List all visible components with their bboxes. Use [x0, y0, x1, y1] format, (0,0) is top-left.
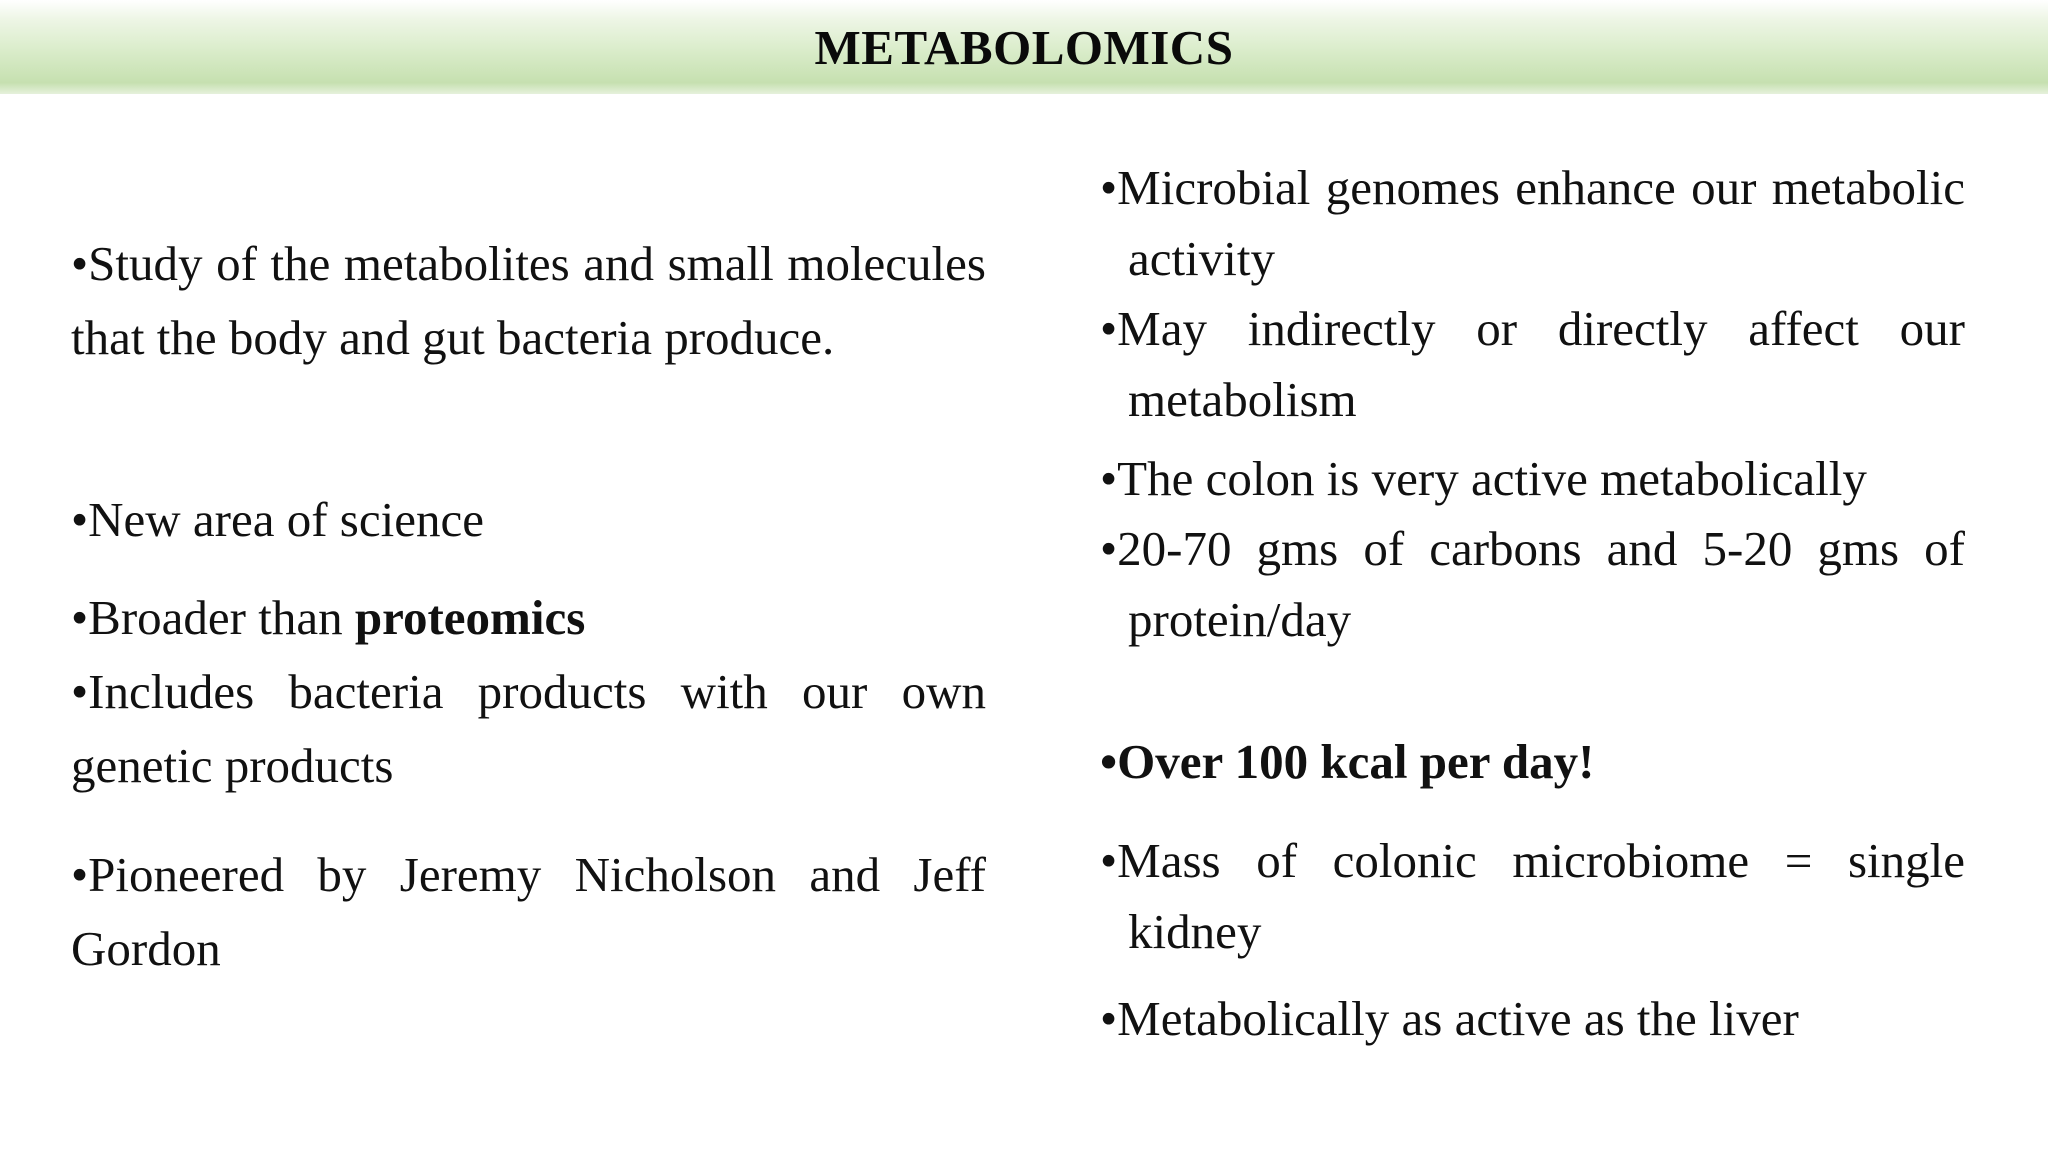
proteomics-term: proteomics	[354, 590, 586, 645]
right-bullet-kcal: •Over 100 kcal per day!	[1100, 734, 1595, 789]
right-bullet-mass: •Mass of colonic microbiome = single kidney	[1100, 833, 1965, 959]
left-bullet-study: •Study of the metabolites and small molecules that the body and gut bacteria produce.	[71, 236, 986, 365]
broader-prefix: •Broader than	[71, 590, 355, 645]
right-bullet-carbons: •20-70 gms of carbons and 5-20 gms of protein/day	[1100, 521, 1965, 647]
right-bullet-colon: •The colon is very active metabolically	[1100, 451, 1867, 506]
left-bullet-pioneered: •Pioneered by Jeremy Nicholson and Jeff Gordon	[71, 847, 986, 976]
slide-title: METABOLOMICS	[814, 20, 1234, 75]
right-bullet-microbial: •Microbial genomes enhance our metabolic activity	[1100, 160, 1965, 286]
left-bullet-new-area: •New area of science	[71, 492, 484, 547]
right-bullet-may-affect: •May indirectly or directly affect our metabolism	[1100, 301, 1965, 427]
left-bullet-broader	[71, 581, 986, 655]
right-bullet-liver: •Metabolically as active as the liver	[1100, 991, 1799, 1046]
left-bullet-includes: •Includes bacteria products with our own genetic products	[71, 664, 986, 793]
